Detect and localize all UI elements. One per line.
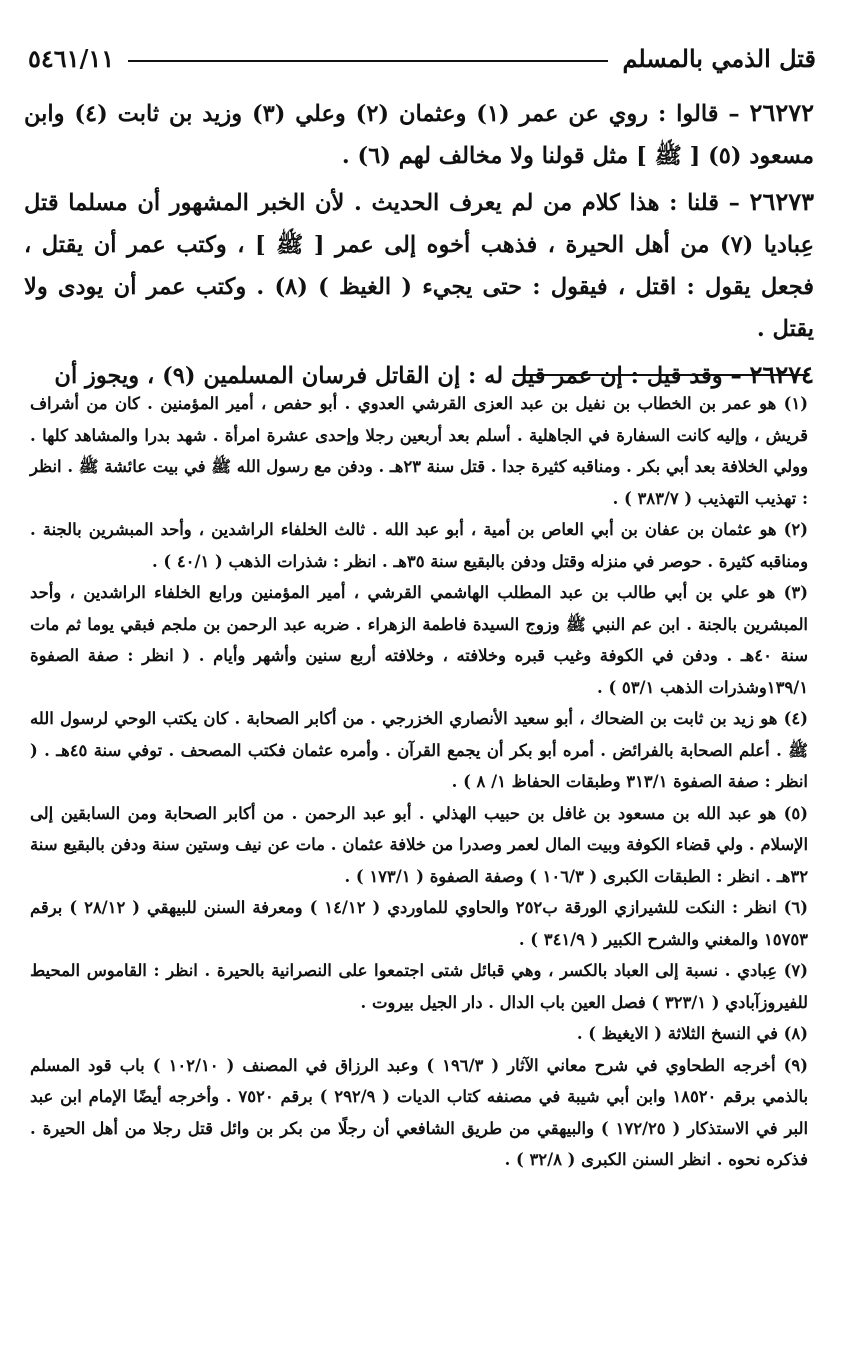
footnote: (٩) أخرجه الطحاوي في شرح معاني الآثار ( ١٩٦/٣ ) وعبد الرزاق في المصنف ( ١٠٢/١٠ ) باب قود المسلم بالذمي برقم ١٨٥٢٠ وابن أبي شيبة في مصنفه كتاب الديات ( ٢٩٢/٩ ) برقم ٧٥٢٠ . وأخرجه أيضًا الإمام ابن عبد البر في الاستذكار ( ١٧٢/٢٥ ) والبيهقي من طريق الشافعي أن رجلًا من بكر بن وائل قتل رجلا من أهل الحيرة . فذكره نحوه . انظر السنن الكبرى ( ٣٢/٨ ) . xyxy=(30,1055,809,1169)
paragraph-text: – وقد قيل : إن عمر قيل له : إن القاتل فرسان المسلمين (٩) ، ويجوز أن xyxy=(54,363,750,389)
footnote: (٤) هو زيد بن ثابت بن الضحاك ، أبو سعيد الأنصاري الخزرجي . من أكابر الصحابة . كان يكتب الوحي لرسول الله ﷺ . أعلم الصحابة بالفرائض . أمره أبو بكر أن يجمع القرآن . وأمره عثمان فكتب المصحف . توفي سنة ٤٥هـ . ( انظر : صفة الصفوة ٣١٣/١ وطبقات الحفاظ ١/ ٨ ) . xyxy=(30,709,808,791)
footnote: (٨) في النسخ الثلاثة ( الايغيظ ) . xyxy=(576,1024,808,1043)
paragraph-number: ٢٦٢٧٣ xyxy=(749,187,814,216)
header-rule xyxy=(128,60,608,62)
footnote: (٦) انظر : النكت للشيرازي الورقة ب٢٥٢ والحاوي للماوردي ( ١٤/١٢ ) ومعرفة السنن للبيهقي ( ٢٨/١٢ ) برقم ١٥٧٥٣ والمغني والشرح الكبير ( ٣٤١/٩ ) . xyxy=(30,898,808,949)
footnote: (٢) هو عثمان بن عفان بن أبي العاص بن أمية ، أبو عبد الله . ثالث الخلفاء الراشدين ، وأحد المبشرين بالجنة . ومناقبه كثيرة . حوصر في منزله وقتل ودفن بالبقيع سنة ٣٥هـ . انظر : شذرات الذهب ( ٤٠/١ ) . xyxy=(30,520,808,571)
header-page-ref: ٥٤٦١/١١ xyxy=(28,43,115,73)
paragraph-text: – قالوا : روي عن عمر (١) وعثمان (٢) وعلي (٣) وزيد بن ثابت (٤) وابن مسعود (٥) [ ﷺ ] مثل قولنا ولا مخالف لهم (٦) . xyxy=(24,101,814,169)
footnote: (٥) هو عبد الله بن مسعود بن غافل بن حبيب الهذلي . أبو عبد الرحمن . من أكابر الصحابة ومن السابقين إلى الإسلام . ولي قضاء الكوفة وبيت المال لعمر وصدرا من خلافة عثمان . مات عن نيف وستين سنة ودفن بالبقيع سنة ٣٢هـ . انظر : الطبقات الكبرى ( ١٠٦/٣ ) وصفة الصفوة ( ١٧٣/١ ) . xyxy=(30,803,808,886)
header-title: قتل الذمي بالمسلم xyxy=(622,43,816,73)
paragraph xyxy=(24,92,814,177)
footnote-separator xyxy=(514,374,806,376)
footnote: (٧) عِبادي . نسبة إلى العباد بالكسر ، وهي قبائل شتى اجتمعوا على النصرانية بالحيرة . انظر : القاموس المحيط للفيروزآبادي ( ٣٢٣/١ ) فصل العين باب الدال . دار الجيل بيروت . xyxy=(30,961,808,1012)
footnotes xyxy=(30,388,808,1176)
footnote: (١) هو عمر بن الخطاب بن نفيل بن عبد العزى القرشي العدوي . أبو حفص ، أمير المؤمنين . كان من أشراف قريش ، وإليه كانت السفارة في الجاهلية . أسلم بعد أربعين رجلا وإحدى عشرة امرأة . شهد بدرا والمشاهد كلها . وولي الخلافة بعد أبي بكر . ومناقبه كثيرة جدا . قتل سنة ٢٣هـ . ودفن مع رسول الله ﷺ في بيت عائشة ﷺ . انظر : تهذيب التهذيب ( ٣٨٣/٧ ) . xyxy=(30,394,808,508)
paragraph-number: ٢٦٢٧٤ xyxy=(749,360,814,389)
running-header xyxy=(28,38,816,78)
paragraph-number: ٢٦٢٧٢ xyxy=(749,98,814,127)
paragraph xyxy=(24,181,814,350)
footnote: (٣) هو علي بن أبي طالب بن عبد المطلب الهاشمي القرشي ، أمير المؤمنين ورابع الخلفاء الراشدين ، وأحد المبشرين بالجنة . ابن عم النبي ﷺ وزوج السيدة فاطمة الزهراء . ضربه عبد الرحمن بن ملجم فبقي يوما ثم مات سنة ٤٠هـ . ودفن في الكوفة وغيب قبره وخلافته ، وخلافته أربع سنين وأشهر وأيام . ( انظر : صفة الصفوة ١٣٩/١وشذرات الذهب ٥٣/١ ) . xyxy=(30,583,808,697)
main-text xyxy=(24,92,814,401)
paragraph-text: – قلنا : هذا كلام من لم يعرف الحديث . لأن الخبر المشهور أن مسلما قتل عِباديا (٧) من أهل الحيرة ، فذهب أخوه إلى عمر [ ﷺ ] ، وكتب عمر أن يقتل ، فجعل يقول : اقتل ، فيقول : حتى يجيء ( الغيظ ) (٨) . وكتب عمر أن يودى ولا يقتل . xyxy=(24,190,815,342)
